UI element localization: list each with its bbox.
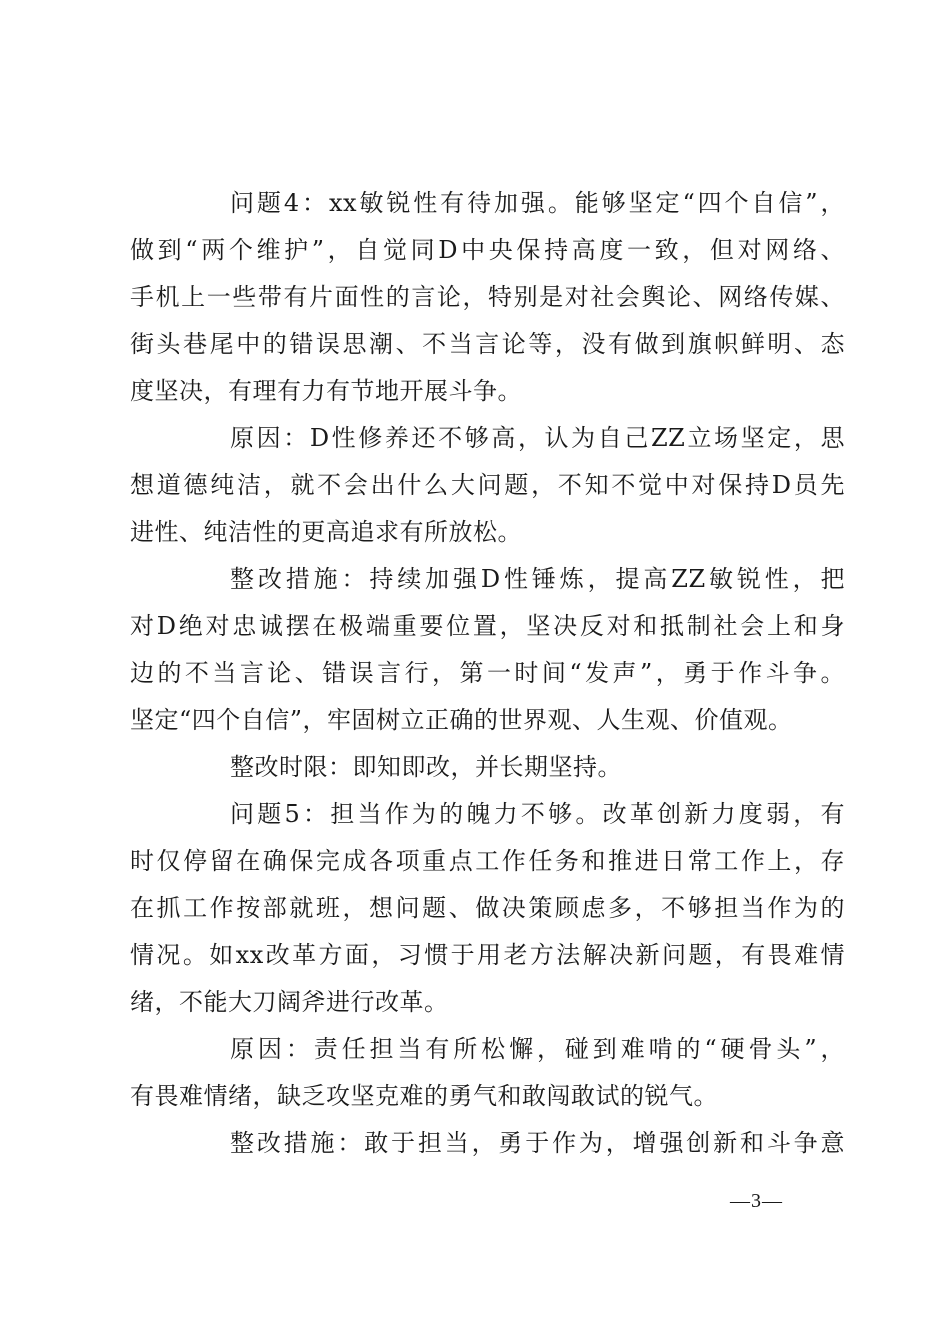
text-line: 手机上一些带有片面性的言论，特别是对社会舆论、网络传媒、	[130, 283, 845, 311]
paragraph-cause-4	[130, 415, 845, 556]
text-line: 原因：责任担当有所松懈，碰到难啃的“硬骨头”，	[230, 1035, 845, 1063]
text-line: 坚定“四个自信”，牢固树立正确的世界观、人生观、价值观。	[130, 706, 793, 734]
text-line: 时仅停留在确保完成各项重点工作任务和推进日常工作上，存	[130, 847, 845, 875]
page-number: —3—	[730, 1190, 783, 1212]
text-line: 进性、纯洁性的更高追求有所放松。	[130, 518, 522, 546]
text-line: 整改措施：敢于担当，勇于作为，增强创新和斗争意	[230, 1129, 845, 1157]
text-line: 对D绝对忠诚摆在极端重要位置，坚决反对和抵制社会上和身	[130, 612, 845, 640]
text-line: 问题4：xx敏锐性有待加强。能够坚定“四个自信”，	[230, 189, 845, 217]
text-line: 问题5：担当作为的魄力不够。改革创新力度弱，有	[230, 800, 845, 828]
text-line: 街头巷尾中的错误思潮、不当言论等，没有做到旗帜鲜明、态	[130, 330, 845, 358]
text-line: 做到“两个维护”，自觉同D中央保持高度一致，但对网络、	[130, 236, 845, 264]
text-line: 原因：D性修养还不够高，认为自己ZZ立场坚定，思	[230, 424, 845, 452]
paragraph-problem-5	[130, 791, 845, 1026]
paragraph-problem-4	[130, 180, 845, 415]
document-body	[130, 180, 845, 1167]
paragraph-measures-4	[130, 556, 845, 744]
text-line: 有畏难情绪，缺乏攻坚克难的勇气和敢闯敢试的锐气。	[130, 1082, 718, 1110]
text-line: 度坚决，有理有力有节地开展斗争。	[130, 377, 522, 405]
paragraph-measures-5	[130, 1120, 845, 1167]
text-line: 边的不当言论、错误言行，第一时间“发声”，勇于作斗争。	[130, 659, 845, 687]
text-line: 想道德纯洁，就不会出什么大问题，不知不觉中对保持D员先	[130, 471, 845, 499]
paragraph-deadline-4	[130, 744, 845, 791]
text-line: 绪，不能大刀阔斧进行改革。	[130, 988, 449, 1016]
text-line: 整改措施：持续加强D性锤炼，提高ZZ敏锐性，把	[230, 565, 845, 593]
text-line: 整改时限：即知即改，并长期坚持。	[230, 753, 622, 781]
paragraph-cause-5	[130, 1026, 845, 1120]
text-line: 在抓工作按部就班，想问题、做决策顾虑多，不够担当作为的	[130, 894, 845, 922]
text-line: 情况。如xx改革方面，习惯于用老方法解决新问题，有畏难情	[130, 941, 845, 969]
